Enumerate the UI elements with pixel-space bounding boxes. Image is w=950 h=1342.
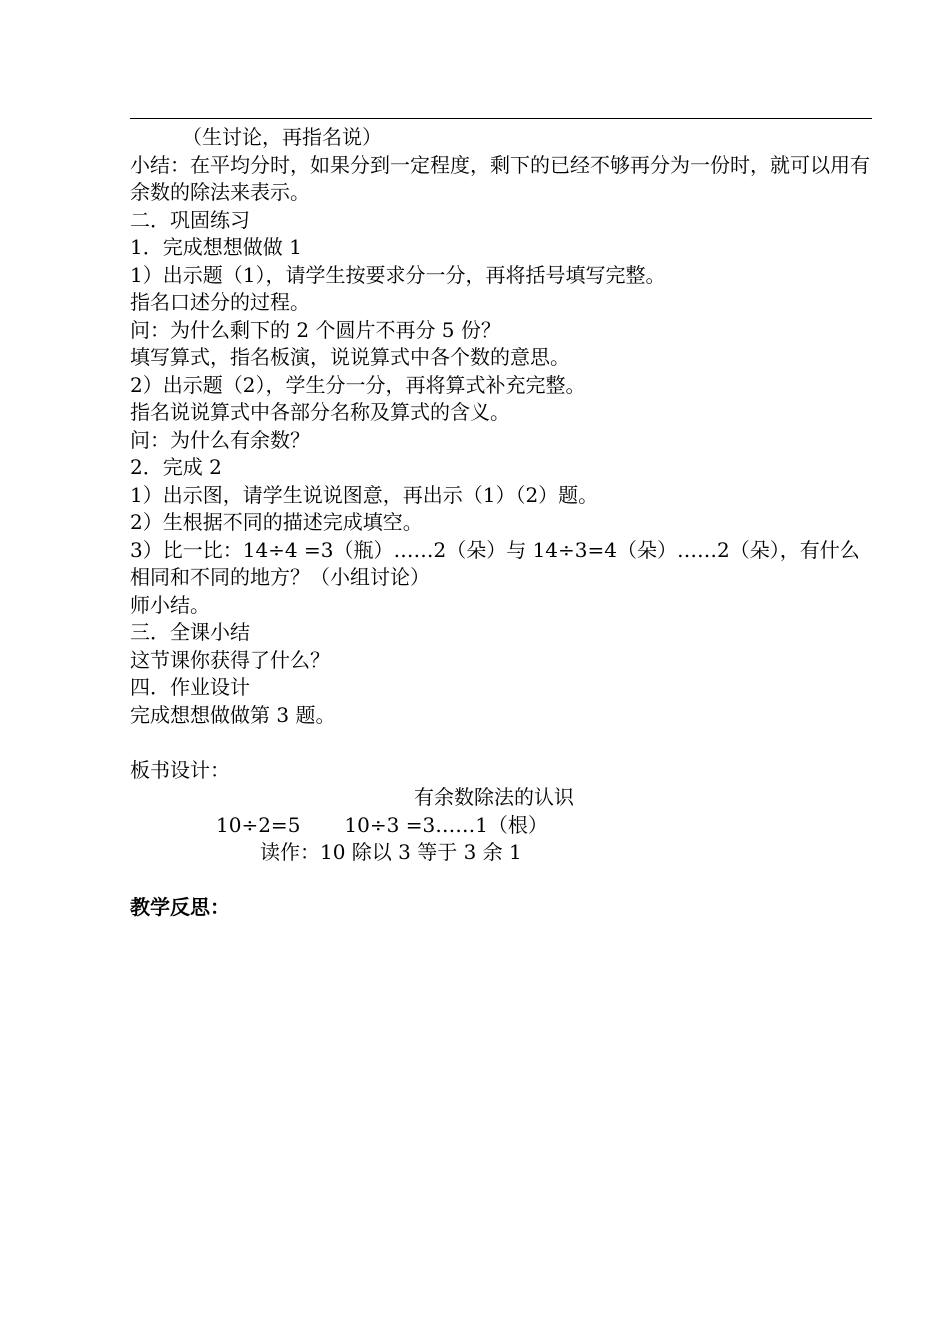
practice-item-2: 2．完成 2 [130,455,222,479]
header-rule [130,118,872,119]
homework-item: 完成想想做做第 3 题。 [130,702,336,727]
board-reading: 读作：10 除以 3 等于 3 余 1 [260,840,522,864]
discussion-note: （生讨论，再指名说） [182,125,382,149]
practice-step: 指名说说算式中各部分名称及算式的含义。 [130,400,510,424]
comparison-paragraph: 3）比一比：14÷4 =3（瓶）……2（朵）与 14÷3=4（朵）……2（朵），有什么相同和不同的地方？（小组讨论） [130,537,860,589]
section-heading-practice: 二．巩固练习 [130,207,250,232]
board-design-label: 板书设计： [130,757,230,782]
practice-step: 1）出示图，请学生说说图意，再出示（1）（2）题。 [130,482,599,507]
section-heading-homework: 四．作业设计 [130,675,250,699]
practice-step: 指名口述分的过程。 [130,290,310,314]
teacher-summary: 师小结。 [130,592,210,617]
summary-paragraph: 小结：在平均分时，如果分到一定程度，剩下的已经不够再分为一份时，就可以用有余数的除法来表示。 [130,152,870,204]
document-body [130,124,872,922]
practice-question: 问：为什么有余数？ [130,427,310,452]
practice-step: 1）出示题（1），请学生按要求分一分，再将括号填写完整。 [130,262,666,287]
practice-question: 问：为什么剩下的 2 个圆片不再分 5 份？ [130,317,501,342]
reflection-label: 教学反思： [130,895,230,919]
board-title [130,784,872,812]
section-heading-summary: 三．全课小结 [130,620,250,644]
spacer [130,729,872,757]
board-equation-2: 10÷3 =3……1（根） [344,812,548,837]
board-title-text: 有余数除法的认识 [414,785,574,809]
practice-step: 2）出示题（2），学生分一分，再将算式补充完整。 [130,372,586,397]
summary-question: 这节课你获得了什么？ [130,647,330,672]
practice-step: 填写算式，指名板演，说说算式中各个数的意思。 [130,345,570,369]
board-equations [130,812,872,840]
spacer [130,867,872,895]
practice-step: 2）生根据不同的描述完成填空。 [130,510,423,534]
practice-item-1: 1．完成想想做做 1 [130,235,302,259]
board-equation-1: 10÷2=5 [216,812,301,837]
